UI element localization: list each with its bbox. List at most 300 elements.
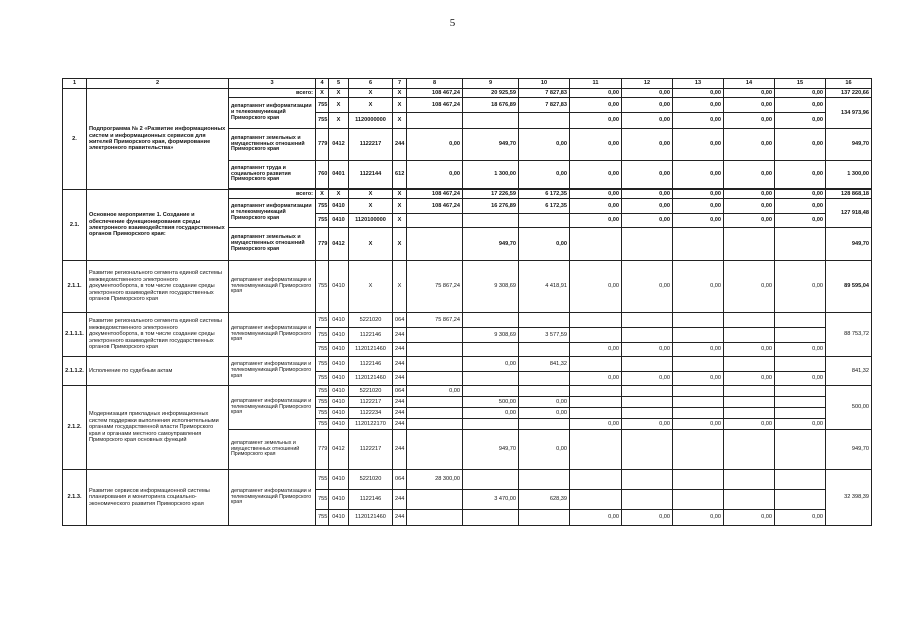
cell (622, 408, 673, 419)
department-cell: департамент информатизации и телекоммуникаций Приморского края (229, 357, 316, 386)
cell: 244 (393, 408, 407, 419)
col-header: 16 (826, 79, 872, 89)
cell (724, 357, 775, 372)
cell: 0,00 (775, 343, 826, 357)
cell (724, 313, 775, 328)
cell: 7 827,83 (519, 98, 570, 113)
cell (463, 470, 519, 490)
cell (463, 372, 519, 386)
cell: 3 577,59 (519, 328, 570, 343)
col-header: 1 (63, 79, 87, 89)
cell: 755 (316, 261, 329, 313)
cell: 0,00 (622, 419, 673, 430)
department-cell: департамент информатизации и телекоммуникаций Приморского края (229, 98, 316, 129)
cell: 1120100000 (349, 214, 393, 228)
cell: 0,00 (570, 161, 622, 189)
cell: 0401 (329, 161, 349, 189)
cell: 949,70 (826, 228, 872, 261)
col-header: 3 (229, 79, 316, 89)
cell: 0,00 (775, 510, 826, 526)
cell (775, 228, 826, 261)
cell (724, 397, 775, 408)
cell: 28 300,00 (407, 470, 463, 490)
cell: 0,00 (622, 199, 673, 214)
col-header: 7 (393, 79, 407, 89)
cell: 108 467,24 (407, 89, 463, 98)
cell: 9 308,69 (463, 328, 519, 343)
cell (622, 386, 673, 397)
cell: 0,00 (622, 129, 673, 161)
cell: 612 (393, 161, 407, 189)
cell: 244 (393, 328, 407, 343)
page-number: 5 (449, 17, 456, 29)
cell (519, 510, 570, 526)
row-title: Подпрограмма № 2 «Развитие информационных систем и информационных сервисов для жителей Приморского края, формирование электронного правительства» (87, 89, 229, 190)
cell (724, 408, 775, 419)
cell (407, 397, 463, 408)
cell (673, 490, 724, 510)
table-row (63, 386, 872, 397)
cell (407, 343, 463, 357)
cell (724, 430, 775, 470)
cell: 755 (316, 328, 329, 343)
cell: 0,00 (570, 190, 622, 199)
cell: 244 (393, 419, 407, 430)
row-title: Основное мероприятие 1. Создание и обеспечение функционирования среды электронного взаимодействия государственных органов Приморского края: (87, 190, 229, 261)
cell: 0,00 (724, 510, 775, 526)
cell (407, 228, 463, 261)
cell: 1 300,00 (826, 161, 872, 189)
cell: 1120121460 (349, 510, 393, 526)
table-row (63, 89, 872, 98)
cell: 0410 (329, 386, 349, 397)
cell: X (349, 261, 393, 313)
cell: 0,00 (673, 113, 724, 129)
cell: 244 (393, 357, 407, 372)
cell: 755 (316, 372, 329, 386)
cell (724, 470, 775, 490)
cell: 755 (316, 419, 329, 430)
cell (622, 490, 673, 510)
cell: 841,32 (826, 357, 872, 386)
cell: 4 418,91 (519, 261, 570, 313)
cell: 1122146 (349, 328, 393, 343)
cell: 779 (316, 430, 329, 470)
cell: 5221020 (349, 386, 393, 397)
cell: 0,00 (622, 510, 673, 526)
cell: 755 (316, 408, 329, 419)
department-cell: департамент земельных и имущественных отношений Приморского края (229, 430, 316, 470)
row-number: 2.1. (63, 190, 87, 261)
cell (407, 372, 463, 386)
cell: 755 (316, 386, 329, 397)
cell: 0,00 (673, 161, 724, 189)
cell (775, 328, 826, 343)
row-title: Модернизация прикладных информационных систем поддержки выполнения исполнительными органами государственной власти Приморского края и органами местного самоуправления Приморского края основных функций (87, 386, 229, 470)
col-header: 11 (570, 79, 622, 89)
cell (570, 328, 622, 343)
cell (673, 328, 724, 343)
row-title: Исполнение по судебным актам (87, 357, 229, 386)
department-cell: департамент земельных и имущественных отношений Приморского края (229, 228, 316, 261)
cell: 244 (393, 510, 407, 526)
department-cell: департамент труда и социального развития Приморского края (229, 161, 316, 189)
cell: 0,00 (775, 89, 826, 98)
cell: X (393, 199, 407, 214)
cell: X (316, 190, 329, 199)
cell (407, 510, 463, 526)
cell: 0,00 (622, 89, 673, 98)
cell: X (349, 190, 393, 199)
cell: 0,00 (622, 214, 673, 228)
cell: 0,00 (519, 228, 570, 261)
cell: 1122217 (349, 430, 393, 470)
row-number: 2.1.1. (63, 261, 87, 313)
cell: 0,00 (724, 261, 775, 313)
cell (775, 470, 826, 490)
department-cell: департамент информатизации и телекоммуникаций Приморского края (229, 386, 316, 430)
cell (673, 397, 724, 408)
cell (519, 313, 570, 328)
cell: 0410 (329, 397, 349, 408)
cell (407, 357, 463, 372)
cell: 0,00 (724, 372, 775, 386)
cell (407, 490, 463, 510)
cell: 0,00 (463, 357, 519, 372)
cell: X (393, 261, 407, 313)
cell: 0,00 (775, 214, 826, 228)
cell: 5221020 (349, 313, 393, 328)
cell: 108 467,24 (407, 190, 463, 199)
row-number: 2.1.1.2. (63, 357, 87, 386)
cell: 0,00 (570, 214, 622, 228)
cell (463, 419, 519, 430)
cell: 1122146 (349, 357, 393, 372)
cell: 6 172,35 (519, 199, 570, 214)
table-row (63, 313, 872, 328)
cell: X (329, 89, 349, 98)
cell: всего: (229, 190, 316, 199)
cell: 137 220,66 (826, 89, 872, 98)
cell: 779 (316, 129, 329, 161)
cell: 0,00 (724, 161, 775, 189)
cell (570, 228, 622, 261)
cell: 0,00 (775, 161, 826, 189)
cell: X (393, 214, 407, 228)
cell: X (329, 98, 349, 113)
cell: 0,00 (673, 214, 724, 228)
cell: 1122146 (349, 490, 393, 510)
cell (775, 386, 826, 397)
cell: 064 (393, 386, 407, 397)
cell: X (329, 113, 349, 129)
cell (519, 214, 570, 228)
cell: 0,00 (775, 113, 826, 129)
cell: 0,00 (570, 510, 622, 526)
cell (622, 397, 673, 408)
department-cell: департамент информатизации и телекоммуникаций Приморского края (229, 313, 316, 357)
cell: 755 (316, 98, 329, 113)
cell (570, 490, 622, 510)
cell: 244 (393, 430, 407, 470)
cell: 0,00 (775, 199, 826, 214)
department-cell: департамент информатизации и телекоммуникаций Приморского края (229, 261, 316, 313)
cell (463, 386, 519, 397)
cell: 0,00 (775, 98, 826, 113)
cell: 755 (316, 357, 329, 372)
cell: 0412 (329, 228, 349, 261)
cell: 0410 (329, 419, 349, 430)
cell (775, 430, 826, 470)
cell: 949,70 (463, 129, 519, 161)
cell: 0,00 (673, 261, 724, 313)
cell: 0,00 (724, 129, 775, 161)
cell (673, 357, 724, 372)
row-title: Развитие сервисов информационной системы планирования и мониторинга социально-экономического развития Приморского края (87, 470, 229, 526)
cell (570, 430, 622, 470)
cell: 1 300,00 (463, 161, 519, 189)
department-cell: департамент информатизации и телекоммуникаций Приморского края (229, 199, 316, 228)
cell: 0410 (329, 357, 349, 372)
cell: 0,00 (519, 397, 570, 408)
cell: 841,32 (519, 357, 570, 372)
cell: 1122217 (349, 397, 393, 408)
cell: 0,00 (570, 113, 622, 129)
row-number: 2. (63, 89, 87, 190)
cell (519, 386, 570, 397)
cell: 1122234 (349, 408, 393, 419)
row-number: 2.1.2. (63, 386, 87, 470)
cell: 949,70 (463, 430, 519, 470)
cell: 127 918,48 (826, 199, 872, 228)
cell: 0,00 (519, 129, 570, 161)
col-header: 13 (673, 79, 724, 89)
cell: 0410 (329, 214, 349, 228)
cell (407, 214, 463, 228)
cell (570, 397, 622, 408)
cell: 0410 (329, 199, 349, 214)
cell: 0,00 (570, 199, 622, 214)
cell: 0410 (329, 328, 349, 343)
cell: X (349, 89, 393, 98)
cell: X (349, 228, 393, 261)
cell: 0,00 (775, 190, 826, 199)
cell: 0,00 (775, 372, 826, 386)
cell (622, 328, 673, 343)
cell: 755 (316, 490, 329, 510)
cell: 20 925,59 (463, 89, 519, 98)
col-header: 2 (87, 79, 229, 89)
col-header: 15 (775, 79, 826, 89)
cell (407, 419, 463, 430)
cell (407, 113, 463, 129)
cell (463, 343, 519, 357)
cell (463, 510, 519, 526)
table-row (63, 470, 872, 490)
cell: X (393, 89, 407, 98)
col-header: 5 (329, 79, 349, 89)
cell (775, 357, 826, 372)
cell (724, 328, 775, 343)
cell (407, 328, 463, 343)
cell: 0,00 (673, 89, 724, 98)
cell (724, 386, 775, 397)
cell: 1120000000 (349, 113, 393, 129)
cell: 16 276,89 (463, 199, 519, 214)
cell (775, 408, 826, 419)
cell: 760 (316, 161, 329, 189)
col-header: 14 (724, 79, 775, 89)
cell: всего: (229, 89, 316, 98)
cell: 064 (393, 313, 407, 328)
cell: 0,00 (622, 161, 673, 189)
cell: 0410 (329, 408, 349, 419)
cell: 244 (393, 397, 407, 408)
cell: 755 (316, 199, 329, 214)
cell: 0410 (329, 470, 349, 490)
cell: 0410 (329, 510, 349, 526)
cell: 0,00 (570, 129, 622, 161)
cell: 949,70 (463, 228, 519, 261)
cell: 0,00 (622, 343, 673, 357)
cell (570, 313, 622, 328)
cell: 0410 (329, 343, 349, 357)
cell: 755 (316, 397, 329, 408)
cell: 0,00 (570, 89, 622, 98)
cell: X (329, 190, 349, 199)
cell: 755 (316, 470, 329, 490)
cell (724, 490, 775, 510)
cell: 1122217 (349, 129, 393, 161)
col-header: 12 (622, 79, 673, 89)
cell: 0,00 (622, 98, 673, 113)
cell: 0412 (329, 430, 349, 470)
cell: 0,00 (673, 343, 724, 357)
cell: 628,39 (519, 490, 570, 510)
cell: 89 595,04 (826, 261, 872, 313)
cell: 244 (393, 490, 407, 510)
header-row (63, 79, 872, 89)
cell: 500,00 (463, 397, 519, 408)
cell: X (393, 190, 407, 199)
cell: 0,00 (775, 129, 826, 161)
col-header: 8 (407, 79, 463, 89)
cell (622, 357, 673, 372)
cell: 1120122170 (349, 419, 393, 430)
cell: 0,00 (775, 419, 826, 430)
cell (463, 214, 519, 228)
cell: 75 867,24 (407, 313, 463, 328)
cell: X (349, 199, 393, 214)
col-header: 10 (519, 79, 570, 89)
cell: 0,00 (724, 419, 775, 430)
cell (407, 430, 463, 470)
cell: 0,00 (519, 161, 570, 189)
cell: 0410 (329, 490, 349, 510)
cell: 0,00 (673, 419, 724, 430)
cell: 0,00 (673, 129, 724, 161)
cell: 0,00 (622, 372, 673, 386)
cell: 108 467,24 (407, 98, 463, 113)
cell: 0,00 (570, 372, 622, 386)
cell: 0,00 (622, 261, 673, 313)
cell (775, 313, 826, 328)
budget-table (62, 78, 872, 526)
cell: 0,00 (673, 190, 724, 199)
cell: 0,00 (407, 129, 463, 161)
cell: 9 308,69 (463, 261, 519, 313)
cell: 755 (316, 343, 329, 357)
cell: X (316, 89, 329, 98)
cell: X (349, 98, 393, 113)
cell (673, 386, 724, 397)
cell: 949,70 (826, 129, 872, 161)
cell: 7 827,83 (519, 89, 570, 98)
cell: 32 398,39 (826, 470, 872, 526)
cell: 1120121460 (349, 343, 393, 357)
row-number: 2.1.1.1. (63, 313, 87, 357)
cell: 1120121460 (349, 372, 393, 386)
cell (407, 408, 463, 419)
cell: 0,00 (570, 261, 622, 313)
cell: 0,00 (724, 98, 775, 113)
cell: 500,00 (826, 386, 872, 430)
cell (622, 228, 673, 261)
cell (570, 357, 622, 372)
cell: 0,00 (407, 386, 463, 397)
cell: 0,00 (673, 98, 724, 113)
cell: 0,00 (463, 408, 519, 419)
cell (673, 430, 724, 470)
cell: 755 (316, 510, 329, 526)
col-header: 9 (463, 79, 519, 89)
cell: 0,00 (724, 343, 775, 357)
cell: 0,00 (519, 408, 570, 419)
col-header: 6 (349, 79, 393, 89)
cell: 0,00 (673, 199, 724, 214)
cell: 18 676,89 (463, 98, 519, 113)
cell (519, 372, 570, 386)
cell (570, 470, 622, 490)
cell (463, 313, 519, 328)
cell (775, 397, 826, 408)
cell: 0,00 (673, 372, 724, 386)
cell: 0,00 (570, 343, 622, 357)
cell: 1122144 (349, 161, 393, 189)
cell: 3 470,00 (463, 490, 519, 510)
cell: 0,00 (775, 261, 826, 313)
cell: 0,00 (673, 510, 724, 526)
cell (622, 313, 673, 328)
table-row (63, 357, 872, 372)
row-number: 2.1.3. (63, 470, 87, 526)
cell (519, 343, 570, 357)
table-row (63, 190, 872, 199)
cell: 0,00 (724, 199, 775, 214)
cell: 0,00 (570, 419, 622, 430)
cell: 0410 (329, 313, 349, 328)
department-cell: департамент информатизации и телекоммуникаций Приморского края (229, 470, 316, 526)
department-cell: департамент земельных и имущественных отношений Приморского края (229, 129, 316, 161)
cell (622, 470, 673, 490)
cell: 0,00 (724, 113, 775, 129)
cell: 0,00 (570, 98, 622, 113)
cell (463, 113, 519, 129)
cell: 6 172,35 (519, 190, 570, 199)
cell: 0,00 (622, 190, 673, 199)
cell: 0410 (329, 372, 349, 386)
cell: 5221020 (349, 470, 393, 490)
